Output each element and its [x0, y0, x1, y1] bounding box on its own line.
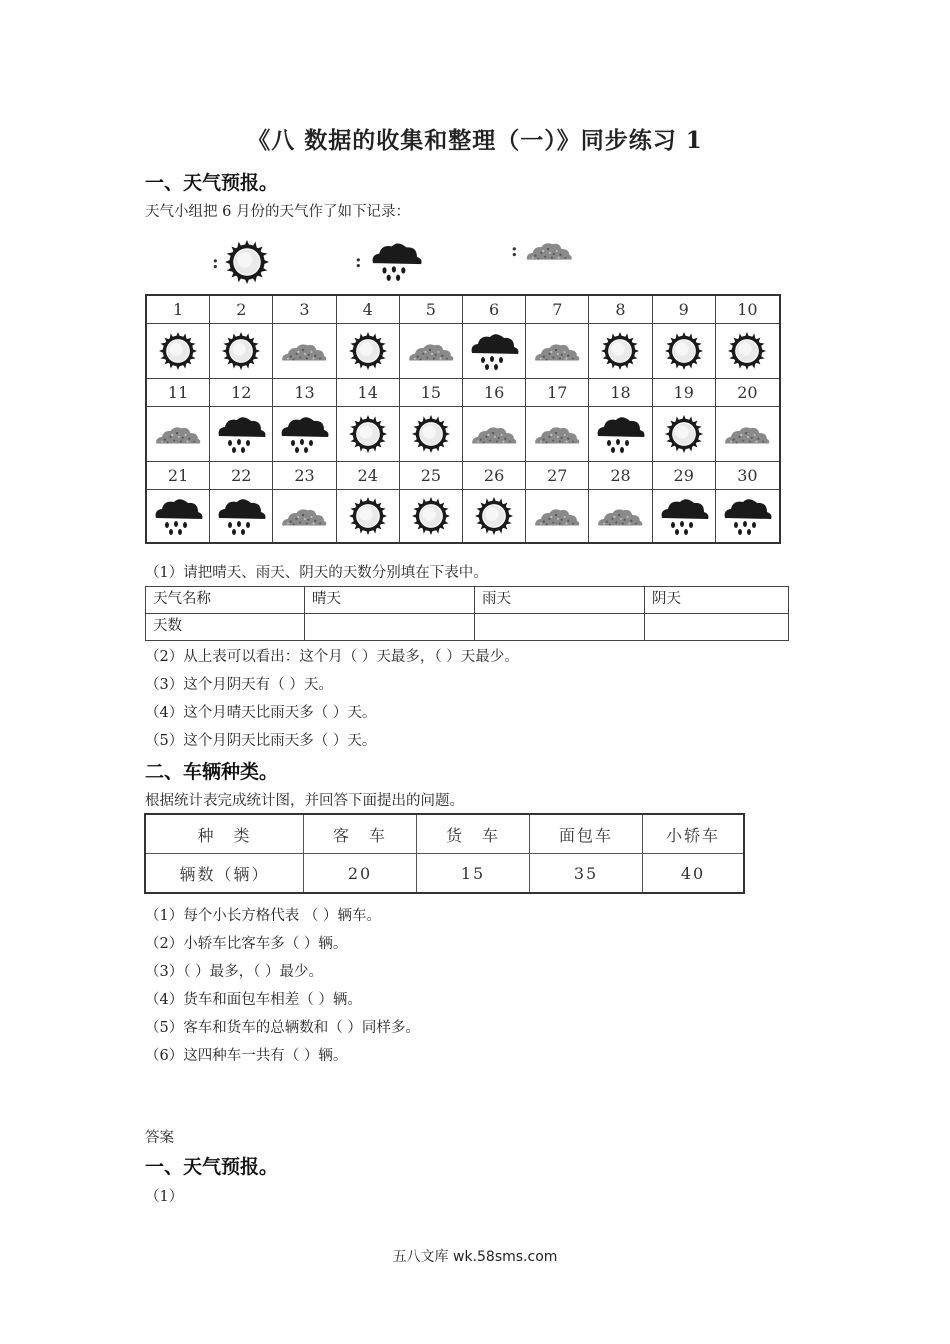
calendar-weather-cell [210, 324, 273, 379]
day-number: 30 [737, 466, 758, 485]
cloud-icon [153, 417, 203, 451]
rain-cloud-icon [152, 494, 204, 538]
calendar-day-number [337, 296, 400, 324]
sun-icon [225, 240, 269, 284]
calendar-weather-cell [716, 324, 779, 379]
calendar-grid [147, 296, 779, 542]
sun-icon [222, 332, 260, 370]
day-number: 24 [357, 466, 378, 485]
day-number: 14 [357, 383, 378, 402]
table-cell: 天气名称 [146, 587, 305, 614]
rain-cloud-icon [278, 412, 330, 456]
day-number: 23 [294, 466, 315, 485]
table-header-row [145, 814, 744, 854]
calendar-weather-cell [400, 324, 463, 379]
day-number: 18 [610, 383, 631, 402]
legend-cloud [511, 232, 574, 268]
day-number: 16 [483, 383, 505, 402]
rain-cloud-icon [368, 238, 424, 284]
vehicle-question-1: （1）每个小长方格代表 （ ）辆车。 [145, 908, 381, 924]
table-cell: 20 [304, 854, 417, 894]
section2-intro: 根据统计表完成统计图，并回答下面提出的问题。 [145, 793, 464, 809]
calendar-weather-cell [147, 407, 210, 462]
answer-label: 答案 [145, 1130, 174, 1146]
table-cell: 辆数（辆） [145, 854, 304, 894]
calendar-day-number [463, 296, 526, 324]
table-cell: 雨天 [475, 587, 645, 614]
question-4: （4）这个月晴天比雨天多（ ）天。 [145, 705, 377, 721]
section1-intro: 天气小组把 6 月份的天气作了如下记录： [145, 204, 410, 220]
rain-cloud-icon [215, 412, 267, 456]
calendar-day-number [653, 296, 716, 324]
answer-cell-rainy[interactable] [475, 614, 645, 641]
day-number: 25 [420, 466, 442, 485]
rain-cloud-icon [658, 494, 710, 538]
calendar-weather-cell [716, 407, 779, 462]
cloud-icon [595, 499, 645, 533]
calendar-day-number [463, 379, 526, 407]
sun-icon [665, 415, 703, 453]
question-2: （2）从上表可以看出：这个月（ ）天最多，（ ）天最少。 [145, 649, 519, 665]
calendar-day-number [716, 296, 779, 324]
legend-rain [355, 238, 424, 284]
legend-colon: : [355, 250, 362, 272]
calendar-day-number [463, 462, 526, 490]
calendar-day-number [589, 379, 652, 407]
calendar-day-number [716, 379, 779, 407]
calendar-day-number [400, 379, 463, 407]
rain-cloud-icon [594, 412, 646, 456]
calendar-weather-cell [526, 490, 589, 542]
sun-icon [412, 415, 450, 453]
calendar-day-number [210, 462, 273, 490]
calendar-day-number [147, 296, 210, 324]
table-cell: 天数 [146, 614, 305, 641]
vehicle-question-6: （6）这四种车一共有（ ）辆。 [145, 1048, 348, 1064]
day-number: 12 [231, 383, 252, 402]
calendar-weather-cell [337, 490, 400, 542]
table-cell: 40 [643, 854, 745, 894]
vehicle-question-2: （2）小轿车比客车多（ ）辆。 [145, 936, 348, 952]
calendar-day-number [273, 379, 336, 407]
rain-cloud-icon [215, 494, 267, 538]
sun-icon [349, 332, 387, 370]
table-cell: 阴天 [645, 587, 789, 614]
table-row [145, 854, 744, 894]
day-number: 22 [231, 466, 252, 485]
calendar-weather-cell [147, 490, 210, 542]
calendar-weather-cell [337, 324, 400, 379]
day-number: 9 [678, 300, 689, 319]
calendar-day-number [526, 379, 589, 407]
answer-item-1: （1） [145, 1189, 184, 1205]
day-number: 2 [236, 300, 247, 319]
sun-icon [475, 497, 513, 535]
table-cell: 面包车 [530, 814, 643, 854]
question-3: （3）这个月阴天有（ ）天。 [145, 677, 333, 693]
calendar-weather-cell [589, 324, 652, 379]
day-number: 5 [425, 300, 436, 319]
calendar-weather-cell [653, 324, 716, 379]
sun-icon [349, 415, 387, 453]
page-title: 《八 数据的收集和整理（一）》同步练习 1 [247, 127, 703, 154]
question-5: （5）这个月阴天比雨天多（ ）天。 [145, 733, 377, 749]
calendar-day-number [400, 296, 463, 324]
calendar-day-number [716, 462, 779, 490]
table-row [146, 614, 789, 641]
cloud-icon [469, 417, 519, 451]
day-number: 4 [362, 300, 373, 319]
day-number: 11 [167, 383, 189, 402]
day-number: 27 [547, 466, 568, 485]
cloud-icon [532, 334, 582, 368]
calendar-weather-cell [653, 490, 716, 542]
weather-calendar [145, 294, 781, 544]
sun-icon [349, 497, 387, 535]
day-number: 13 [294, 383, 315, 402]
calendar-day-number [653, 379, 716, 407]
calendar-day-number [147, 379, 210, 407]
calendar-weather-cell [716, 490, 779, 542]
rain-cloud-icon [721, 494, 773, 538]
table-cell: 35 [530, 854, 643, 894]
day-number: 3 [299, 300, 310, 319]
day-number: 26 [483, 466, 505, 485]
calendar-day-number [273, 462, 336, 490]
calendar-day-number [337, 462, 400, 490]
day-number: 19 [673, 383, 694, 402]
calendar-weather-cell [210, 490, 273, 542]
cloud-icon [532, 417, 582, 451]
rain-cloud-icon [468, 329, 520, 373]
table-cell: 15 [417, 854, 530, 894]
calendar-day-number [526, 296, 589, 324]
section2-heading: 二、车辆种类。 [145, 761, 279, 783]
footer-watermark: 五八文库 wk.58sms.com [392, 1249, 558, 1265]
calendar-day-number [589, 296, 652, 324]
table-header-row [146, 587, 789, 614]
weather-count-table [145, 586, 789, 641]
calendar-day-number [400, 462, 463, 490]
day-number: 1 [173, 300, 184, 319]
day-number: 7 [552, 300, 563, 319]
table-cell: 货 车 [417, 814, 530, 854]
table-cell: 小轿车 [643, 814, 745, 854]
calendar-weather-cell [463, 490, 526, 542]
question-1: （1）请把晴天、雨天、阴天的天数分别填在下表中。 [145, 565, 488, 581]
calendar-weather-cell [589, 490, 652, 542]
day-number: 15 [420, 383, 442, 402]
calendar-weather-cell [526, 324, 589, 379]
sun-icon [728, 332, 766, 370]
sun-icon [159, 332, 197, 370]
calendar-day-number [589, 462, 652, 490]
calendar-weather-cell [526, 407, 589, 462]
answer-heading: 一、天气预报。 [145, 1156, 279, 1178]
cloud-icon [524, 232, 574, 268]
calendar-day-number [210, 379, 273, 407]
sun-icon [601, 332, 639, 370]
legend-sun [212, 240, 269, 284]
cloud-icon [722, 417, 772, 451]
legend-colon: : [511, 239, 518, 261]
day-number: 21 [167, 466, 189, 485]
calendar-weather-cell [273, 407, 336, 462]
table-cell: 种 类 [145, 814, 304, 854]
day-number: 10 [737, 300, 758, 319]
vehicle-question-3: （3）（ ）最多，（ ）最少。 [145, 964, 323, 980]
calendar-weather-cell [400, 407, 463, 462]
calendar-weather-cell [463, 324, 526, 379]
cloud-icon [532, 499, 582, 533]
table-cell: 客 车 [304, 814, 417, 854]
calendar-weather-cell [210, 407, 273, 462]
vehicle-question-5: （5）客车和货车的总辆数和（ ）同样多。 [145, 1020, 420, 1036]
legend-colon: : [212, 251, 219, 273]
day-number: 17 [547, 383, 568, 402]
calendar-weather-cell [463, 407, 526, 462]
calendar-day-number [337, 379, 400, 407]
cloud-icon [406, 334, 456, 368]
day-number: 6 [489, 300, 500, 319]
sun-icon [412, 497, 450, 535]
section1-heading: 一、天气预报。 [145, 172, 279, 194]
table-cell: 晴天 [305, 587, 475, 614]
calendar-day-number [653, 462, 716, 490]
vehicle-question-4: （4）货车和面包车相差（ ）辆。 [145, 992, 362, 1008]
calendar-weather-cell [400, 490, 463, 542]
cloud-icon [279, 499, 329, 533]
calendar-weather-cell [653, 407, 716, 462]
cloud-icon [279, 334, 329, 368]
day-number: 29 [673, 466, 694, 485]
sun-icon [665, 332, 703, 370]
calendar-weather-cell [589, 407, 652, 462]
calendar-weather-cell [273, 490, 336, 542]
vehicle-table [144, 813, 745, 894]
answer-cell-sunny[interactable] [305, 614, 475, 641]
day-number: 28 [610, 466, 631, 485]
calendar-weather-cell [337, 407, 400, 462]
day-number: 8 [615, 300, 626, 319]
calendar-weather-cell [147, 324, 210, 379]
calendar-day-number [526, 462, 589, 490]
answer-cell-cloudy[interactable] [645, 614, 789, 641]
calendar-weather-cell [273, 324, 336, 379]
calendar-day-number [210, 296, 273, 324]
calendar-day-number [147, 462, 210, 490]
calendar-day-number [273, 296, 336, 324]
day-number: 20 [737, 383, 758, 402]
